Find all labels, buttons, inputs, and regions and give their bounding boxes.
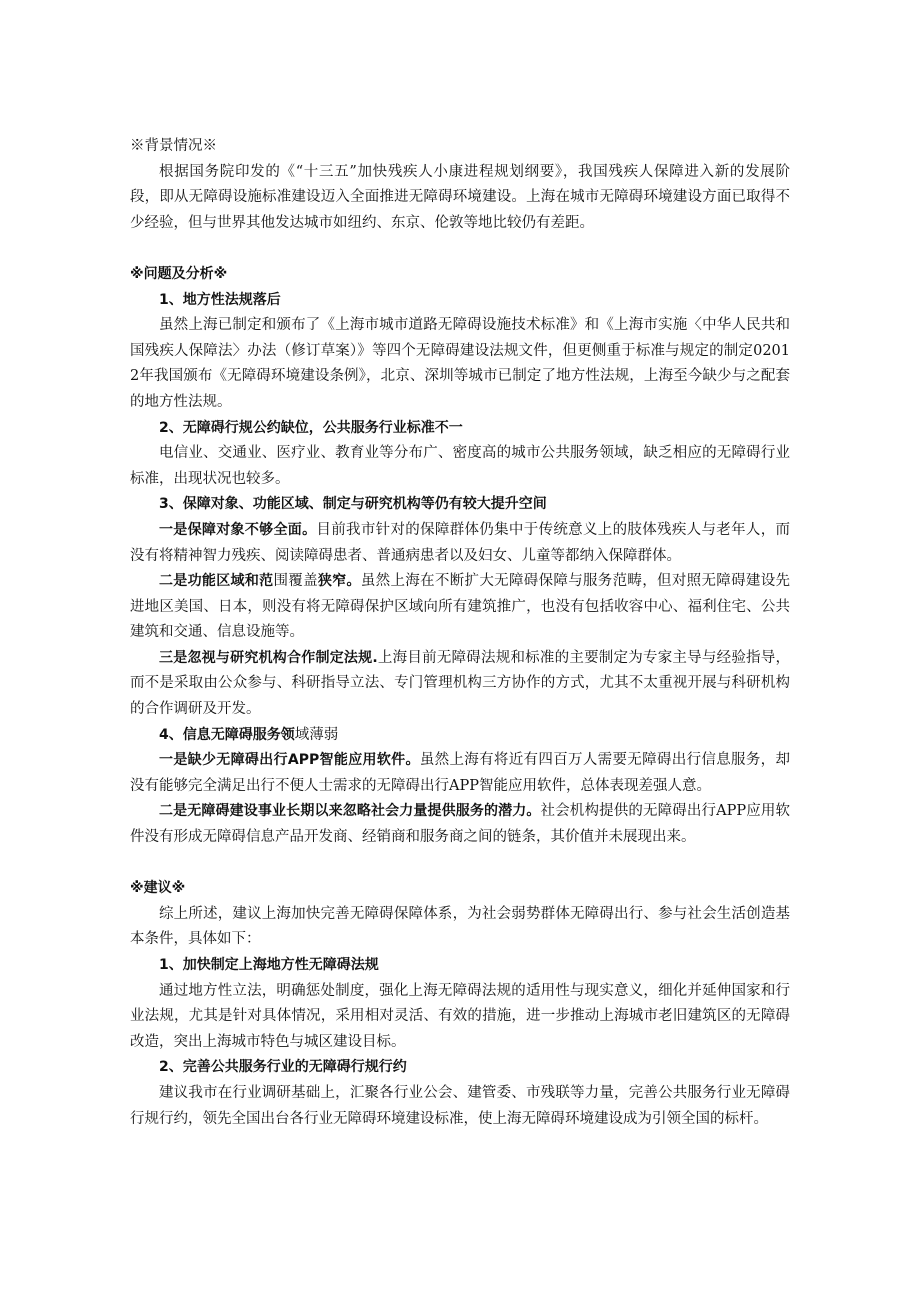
point-lead: 二是功能区域和范: [159, 573, 274, 590]
item-title-tail: 域薄弱: [294, 726, 339, 743]
suggestion-item-2-paragraph: 建议我市在行业调研基础上，汇聚各行业公会、建管委、市残联等力量，完善公共服务行业无障碍行规行约，领先全国出台各行业无障碍环境建设标准，使上海无障碍环境建设成为引领全国的标杆。: [130, 1084, 790, 1127]
background-heading: ※背景情况※: [130, 138, 217, 154]
point-lead: 一是缺少无障碍出行APP智能应用软件。: [159, 752, 420, 769]
point-lead-tail: 狭窄。: [317, 573, 361, 590]
point-text: 上海目前无障碍法规和标准的主要制定为专家主导与经验指导，而不是采取由公众参与、科研指导立法、专门管理机构三方协作的方式，尤其不太重视开展与科研机构的合作调研及开发。: [130, 649, 790, 718]
suggestions-heading: ※建议※: [130, 880, 186, 897]
point-text: 社会机构提供的无障碍出行APP应用软件没有形成无障碍信息产品开发商、经销商和服务商之间的链条，其价值并未展现出来。: [130, 803, 790, 846]
section-gap: [130, 851, 790, 877]
analysis-item-1-paragraph: 虽然上海已制定和颁布了《上海市城市道路无障碍设施技术标准》和《上海市实施〈中华人民共和国残疾人保障法〉办法（修订草案）》等四个无障碍建设法规文件，但更侧重于标准与规定的制定02012年我国颁布《无障碍环境建设条例》，北京、深圳等城市已制定了地方性法规，上海至今缺少与之配套的地方性法规。: [130, 317, 790, 410]
analysis-item-1-title: 1、地方性法规落后: [159, 291, 281, 308]
point-lead: 三是忽视与研究机构合作制定法规.: [159, 649, 378, 666]
analysis-item-2-title: 2、无障碍行规公约缺位，公共服务行业标准不一: [159, 419, 463, 436]
suggestion-item-1-title: 1、加快制定上海地方性无障碍法规: [159, 957, 379, 973]
suggestions-intro: 综上所述，建议上海加快完善无障碍保障体系，为社会弱势群体无障碍出行、参与社会生活创造基本条件，具体如下：: [130, 905, 790, 948]
point-lead-plain: 围覆盖: [273, 573, 318, 590]
section-gap: [130, 236, 790, 262]
analysis-item-3-title: 3、保障对象、功能区域、制定与研究机构等仍有较大提升空间: [159, 496, 547, 513]
suggestion-item-1-paragraph: 通过地方性立法，明确惩处制度，强化上海无障碍法规的适用性与现实意义，细化并延伸国家和行业法规，尤其是针对具体情况，采用相对灵活、有效的措施，进一步推动上海城市老旧建筑区的无障碍改造，突出上海城市特色与城区建设目标。: [130, 982, 790, 1050]
document-page: [130, 134, 790, 1132]
analysis-item-3-point-3: [130, 646, 790, 723]
point-lead: 二是无障碍建设事业长期以来忽略社会力量提供服务的潜力。: [159, 803, 541, 820]
point-text: 虽然上海有将近有四百万人需要无障碍出行信息服务，却没有能够完全满足出行不便人士需求的无障碍出行APP智能应用软件，总体表现差强人意。: [130, 752, 791, 794]
analysis-item-2-paragraph: 电信业、交通业、医疗业、教育业等分布广、密度高的城市公共服务领域，缺乏相应的无障碍行业标准，出现状况也较多。: [130, 445, 790, 487]
point-text: 目前我市针对的保障群体仍集中于传统意义上的肢体残疾人与老年人，而没有将精神智力残疾、阅读障碍患者、普通病患者以及妇女、儿童等都纳入保障群体。: [130, 521, 790, 564]
analysis-item-3-point-1: [130, 518, 790, 569]
analysis-item-4-point-1: [130, 748, 790, 799]
analysis-item-4-title: [130, 723, 790, 749]
suggestion-item-2-title: 2、完善公共服务行业的无障碍行规行约: [159, 1059, 407, 1076]
analysis-heading: ※问题及分析※: [130, 265, 228, 282]
item-title-bold: 4、信息无障碍服务领: [159, 726, 295, 743]
analysis-item-3-point-2: [130, 569, 790, 646]
point-lead: 一是保障对象不够全面。: [159, 521, 317, 538]
background-paragraph: 根据国务院印发的《“十三五”加快残疾人小康进程规划纲要》，我国残疾人保障进入新的发展阶段，即从无障碍设施标准建设迈入全面推进无障碍环境建设。上海在城市无障碍环境建设方面已取得不少经验，但与世界其他发达城市如纽约、东京、伦敦等地比较仍有差距。: [130, 163, 790, 231]
analysis-item-4-point-2: [130, 799, 790, 850]
point-text: 虽然上海在不断扩大无障碍保障与服务范畴，但对照无障碍建设先进地区美国、日本，则没有将无障碍保护区域向所有建筑推广，也没有包括收容中心、福利住宅、公共建筑和交通、信息设施等。: [130, 573, 791, 641]
